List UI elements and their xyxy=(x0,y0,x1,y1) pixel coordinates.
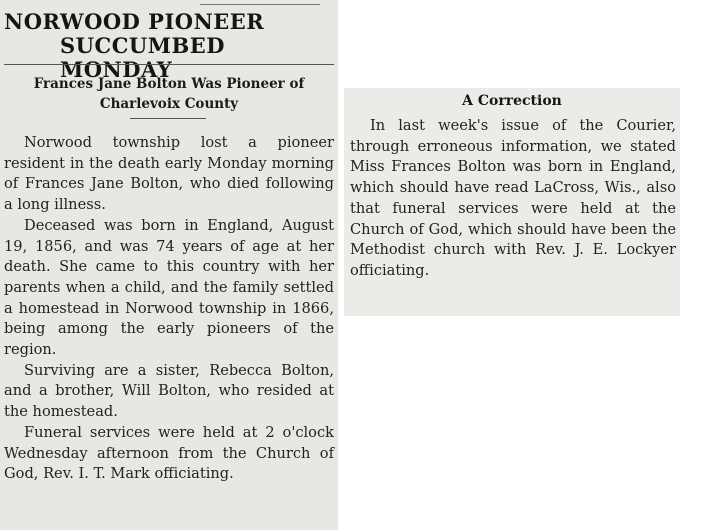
headline-divider xyxy=(4,64,334,65)
correction-title: A Correction xyxy=(462,93,562,109)
subhead-divider xyxy=(130,118,206,119)
article-paragraph: Surviving are a sister, Rebecca Bolton, and a brother, Will Bolton, who resided at the homestead. xyxy=(4,361,334,421)
article-body xyxy=(4,133,334,485)
obituary-clipping xyxy=(0,0,338,530)
article-paragraph: Norwood township lost a pioneer resident in the death early Monday morning of Frances Jane Bolton, who died following a long illness. xyxy=(4,134,334,214)
headline-line-2: SUCCUMBED MONDAY xyxy=(60,33,225,82)
article-paragraph: Funeral services were held at 2 o'clock Wednesday afternoon from the Church of God, Rev. I. T. Mark officiating. xyxy=(4,423,334,483)
subhead-line-2: Charlevoix County xyxy=(99,96,239,112)
article-subhead xyxy=(4,74,334,114)
correction-body xyxy=(350,116,676,282)
subhead-line-1: Frances Jane Bolton Was Pioneer of xyxy=(33,76,305,92)
article-paragraph: Deceased was born in England, August 19, 1856, and was 74 years of age at her death. She came to this country with her parents when a child, and the family settled a homestead in Norwood township in 1866, being among the early pioneers of the region. xyxy=(4,216,334,359)
article-headline xyxy=(4,10,334,82)
correction-paragraph: In last week's issue of the Courier, through erroneous information, we stated Miss Frances Bolton was born in England, which should have read LaCross, Wis., also that funeral services were held at the Church of God, which should have been the Methodist church with Rev. J. E. Lockyer officiating. xyxy=(350,117,676,279)
column-rule xyxy=(200,4,320,5)
headline-line-1: NORWOOD PIONEER xyxy=(4,9,265,34)
